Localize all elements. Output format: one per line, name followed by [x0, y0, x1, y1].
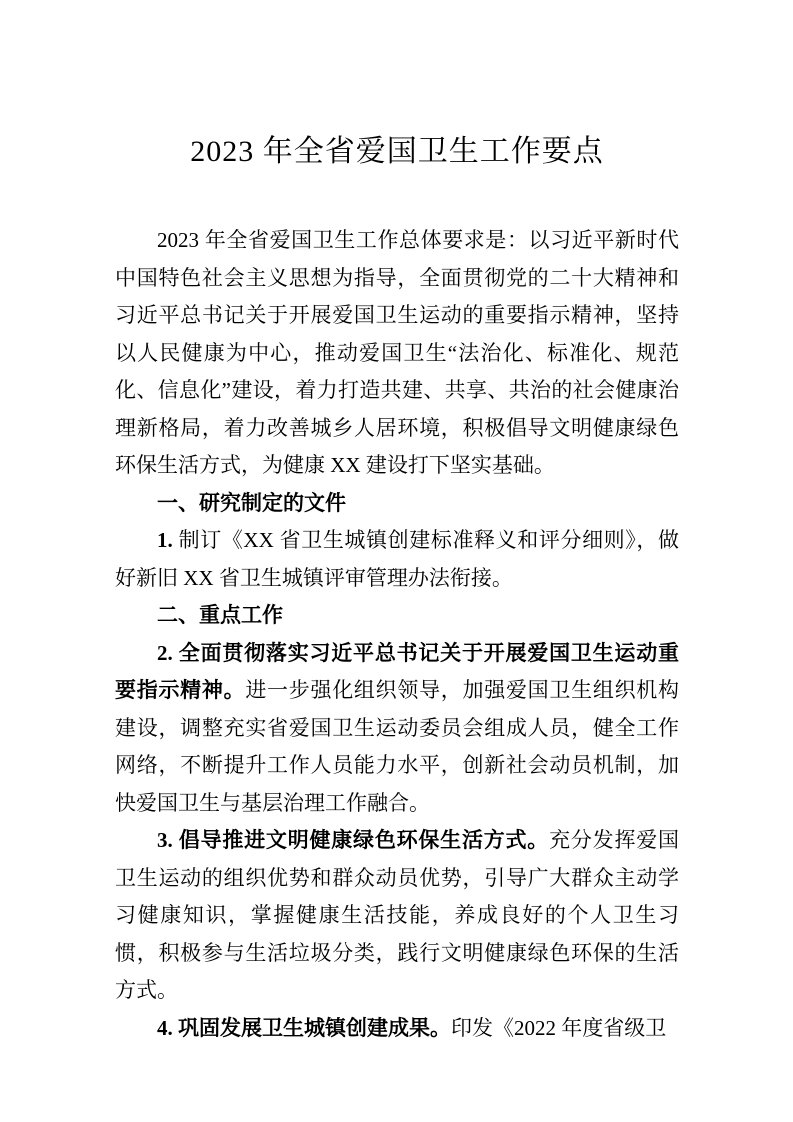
paragraph-text: 2023 年全省爱国卫生工作总体要求是：以习近平新时代中国特色社会主义思想为指导，全面贯彻党的二十大精神和习近平总书记关于开展爱国卫生运动的重要指示精神，坚持以人民健康为中心，推动爱国卫生“法治化、标准化、规范化、信息化”建设，着力打造共建、共享、共治的社会健康治理新格局，着力改善城乡人居环境，积极倡导文明健康绿色环保生活方式，为健康 XX 建设打下坚实基础。 — [115, 228, 679, 477]
item-lead-bold: 2. 全面贯彻落实习近平总书记关于开展爱国卫生运动重要指示精神。 — [115, 640, 679, 702]
paragraph-text: 印发《2022 年度省级卫 — [451, 1015, 667, 1040]
paragraph-text: 进一步强化组织领导，加强爱国卫生组织机构建设，调整充实省爱国卫生运动委员会组成人员，健全工作网络，不断提升工作人员能力水平，创新社会动员机制，加快爱国卫生与基层治理工作融合。 — [115, 678, 680, 815]
page-title: 2023 年全省爱国卫生工作要点 — [190, 135, 604, 168]
item-paragraph-1 — [115, 522, 679, 597]
intro-paragraph — [115, 222, 679, 485]
item-paragraph-3 — [115, 822, 679, 1010]
section-heading-1: 一、研究制定的文件 — [157, 491, 346, 515]
item-number: 1. — [157, 528, 179, 552]
paragraph-text: 制订《XX 省卫生城镇创建标准释义和评分细则》，做好新旧 XX 省卫生城镇评审管理办法衔接。 — [115, 528, 679, 590]
section-heading-2: 二、重点工作 — [157, 604, 283, 627]
item-lead-bold: 3. 倡导推进文明健康绿色环保生活方式。 — [157, 828, 550, 852]
paragraph-text: 充分发挥爱国卫生运动的组织优势和群众动员优势，引导广大群众主动学习健康知识，掌握健康生活技能，养成良好的个人卫生习惯，积极参与生活垃圾分类，践行文明健康绿色环保的生活方式。 — [115, 828, 680, 1002]
item-paragraph-2 — [115, 635, 679, 823]
item-paragraph-4 — [115, 1010, 679, 1048]
item-lead-bold: 4. 巩固发展卫生城镇创建成果。 — [157, 1015, 451, 1040]
